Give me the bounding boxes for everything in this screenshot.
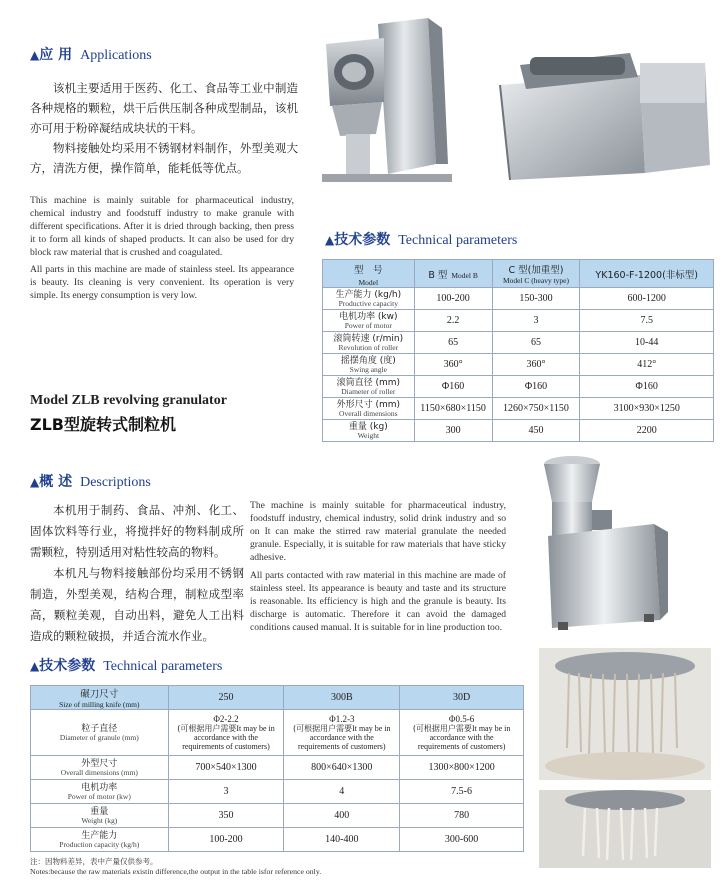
tech1-cell: 10-44 [580,332,714,354]
tech2-cell: 140-400 [284,828,400,852]
tech2-cell: 100-200 [168,828,284,852]
tech2-cell: 700×540×1300 [168,756,284,780]
tech1-header-col: YK160-F-1200(非标型) [580,260,714,288]
tech2-row [31,780,524,804]
tech2-granule-cell: Φ0.5-6 (可根据用户需要It may be in accordance with the requirements of customers) [400,710,524,756]
tech1-cell: 1150×680×1150 [414,398,492,420]
tech1-cell: 360° [414,354,492,376]
granulator-photo-large [490,45,715,185]
tech1-heading: ▲技术参数 Technical parameters [325,232,518,248]
tech1-row-label: 生产能力 (kg/h) Productive capacity [323,288,415,310]
tech2-cell: 3 [168,780,284,804]
tech1-row-label: 滚筒直径 (mm) Diameter of roller [323,376,415,398]
tech1-cell: 2200 [580,420,714,442]
applications-cn-paragraph: 物料接触处均采用不锈钢材料制作，外型美观大方，清洗方便，操作简单，能耗低等优点。 [30,141,298,175]
tech1-cell: 65 [492,332,580,354]
descriptions-en-text [250,499,506,634]
tech2-row-label: 生产能力 Production capacity (kg/h) [31,828,169,852]
tech1-cell: Φ160 [492,376,580,398]
tech1-row [323,376,714,398]
triangle-bullet-icon: ▲ [30,475,40,489]
tech2-row [31,828,524,852]
granulator-photo-small [318,14,456,190]
tech2-cell: 780 [400,804,524,828]
tech2-cell: 7.5-6 [400,780,524,804]
tech1-cell: 100-200 [414,288,492,310]
tech1-header-col: B 型 Model B [414,260,492,288]
descriptions-cn-paragraph: 本机凡与物料接触部份均采用不锈钢制造，外型美观，结构合理，制粒成型率高，颗粒美观，自动出料，避免人工出料造成的颗粒破损，并适合流水作业。 [30,566,244,643]
tech1-cell: 150-300 [492,288,580,310]
tech1-row [323,332,714,354]
tech2-granule-row [31,710,524,756]
tech2-cell: 800×640×1300 [284,756,400,780]
tech2-cell: 300-600 [400,828,524,852]
tech1-row-label: 重量 (kg) Weight [323,420,415,442]
granule-output-photo [539,648,711,780]
tech2-row [31,756,524,780]
applications-en-paragraph: All parts in this machine are made of stainless steel. Its appearance is beauty. Its cleaning is very convenient. Its operation is very simple. Its energy consumption is very low. [30,264,294,301]
applications-en-text [30,194,294,302]
tech1-cell: 65 [414,332,492,354]
tech2-table [30,685,524,852]
descriptions-cn-paragraph: 本机用于制药、食品、冲剂、化工、固体饮料等行业，将搅拌好的物料制成所需颗粒，特别适用对粘性较高的物料。 [30,503,244,559]
tech1-row-label: 滚筒转速 (r/min) Revolution of roller [323,332,415,354]
tech2-granule-cell: Φ2-2.2 (可根据用户需要It may be in accordance with the requirements of customers) [168,710,284,756]
triangle-bullet-icon: ▲ [30,659,40,673]
tech1-row-label: 摇摆角度 (度) Swing angle [323,354,415,376]
applications-cn-text [30,78,298,178]
tech1-cell: 3100×930×1250 [580,398,714,420]
applications-cn-paragraph: 该机主要适用于医药、化工、食品等工业中制造各种规格的颗粒，烘干后供压制各种成型制品，该机亦可用于粉碎凝结成块状的干料。 [30,81,298,135]
tech1-header-model: 型 号 Model [323,260,415,288]
tech1-row [323,420,714,442]
tech1-cell: 412° [580,354,714,376]
applications-heading: ▲应 用 Applications [30,47,152,63]
descriptions-cn-text [30,500,244,647]
tech1-header-row [323,260,714,288]
tech2-row-label: 电机功率 Power of motor (kw) [31,780,169,804]
notes-cn: 注：因物料差异，表中产量仅供参考。 [30,857,158,866]
tech1-row [323,354,714,376]
tech1-cell: Φ160 [580,376,714,398]
descriptions-en-paragraph: The machine is mainly suitable for pharmaceutical industry, foodstuff industry, chemical industry, solid drink industry and so on It can make the stirred raw material granulate the needed granule. Especially, it is suitable for raw materials that have sticky adhesive. [250,500,506,563]
tech2-granule-label: 粒子直径 Diameter of granule (mm) [31,710,169,756]
tech1-header-col: C 型(加重型) Model C (heavy type) [492,260,580,288]
model-title-cn: ZLB型旋转式制粒机 [30,415,176,434]
tech1-cell: 2.2 [414,310,492,332]
tech1-table [322,259,714,442]
zlb-machine-photo [530,452,670,632]
tech2-header-label: 碾刀尺寸 Size of milling knife (mm) [31,686,169,710]
tech1-cell: 3 [492,310,580,332]
tech1-cell: 1260×750×1150 [492,398,580,420]
tech2-row-label: 重量 Weight (kg) [31,804,169,828]
tech2-header-col: 300B [284,686,400,710]
notes-en: Notes:because the raw materials existin difference,the output in the table isfor reference only. [30,867,322,876]
descriptions-en-paragraph: All parts contacted with raw material in this machine are made of stainless steel. Its appearance is beauty and taste and its structure is reasonable. Its efficiency is high and the granule is beauty. Its discharge is automatic. Therefore it can avoid the damaged conditions caused manual. It is suitable for in line production too. [250,570,506,633]
tech2-cell: 4 [284,780,400,804]
tech1-row-label: 电机功率 (kw) Power of motor [323,310,415,332]
tech1-cell: 600-1200 [580,288,714,310]
descriptions-heading: ▲概 述 Descriptions [30,474,151,490]
tech1-cell: 360° [492,354,580,376]
tech1-cell: 300 [414,420,492,442]
tech1-cell: Φ160 [414,376,492,398]
tech2-header-col: 250 [168,686,284,710]
tech2-cell: 400 [284,804,400,828]
tech2-heading: ▲技术参数 Technical parameters [30,658,223,674]
tech2-row-label: 外型尺寸 Overall dimensions (mm) [31,756,169,780]
triangle-bullet-icon: ▲ [325,233,335,247]
tech1-row-label: 外形尺寸 (mm) Overall dimensions [323,398,415,420]
tech1-row [323,288,714,310]
tech2-header-col: 30D [400,686,524,710]
tech1-cell: 450 [492,420,580,442]
tech2-granule-cell: Φ1.2-3 (可根据用户需要It may be in accordance with the requirements of customers) [284,710,400,756]
tech2-cell: 1300×800×1200 [400,756,524,780]
tech2-cell: 350 [168,804,284,828]
applications-en-paragraph: This machine is mainly suitable for pharmaceutical industry, chemical industry and foodstuff industry to make granule with different specifications. After it is dried through backing, then press it to form all kinds of shaped products. It can also be used for dry block raw material that is crushed and coagulated. [30,195,294,258]
tech1-cell: 7.5 [580,310,714,332]
tech2-row [31,804,524,828]
triangle-bullet-icon: ▲ [30,48,40,62]
tech1-row [323,398,714,420]
tech2-header-row [31,686,524,710]
model-title-en: Model ZLB revolving granulator [30,393,227,408]
granule-closeup-photo [539,790,711,868]
tech1-row [323,310,714,332]
